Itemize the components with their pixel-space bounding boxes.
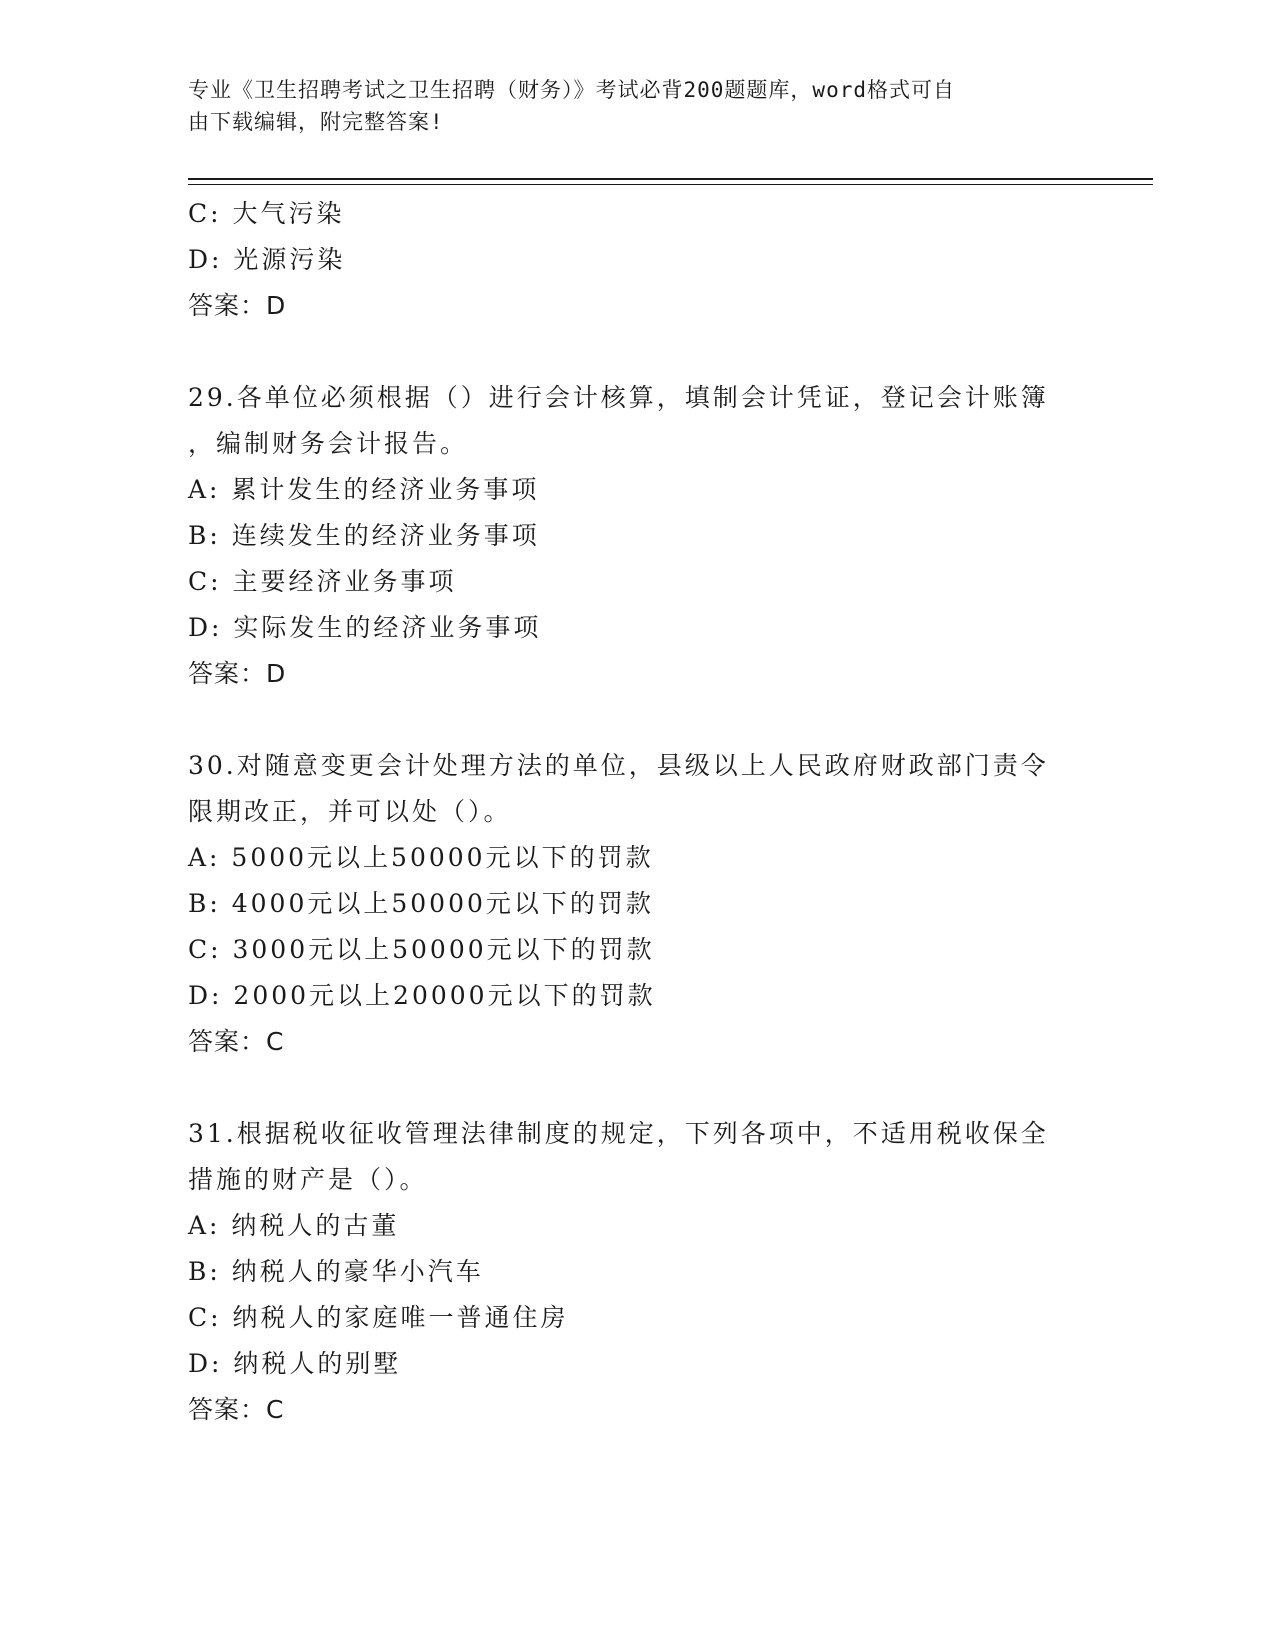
- spacer: [188, 329, 1088, 375]
- option-a: A: 累计发生的经济业务事项: [188, 475, 540, 504]
- option-a: A: 5000元以上50000元以下的罚款: [188, 843, 654, 872]
- question-stem-line-1: 30.对随意变更会计处理方法的单位，县级以上人民政府财政部门责令: [188, 751, 1049, 780]
- question-block-28: [188, 191, 1088, 329]
- option-d: D: 纳税人的别墅: [188, 1349, 402, 1378]
- question-content: [188, 191, 1088, 1433]
- option-c: C: 3000元以上50000元以下的罚款: [188, 935, 655, 964]
- question-stem-line-2: ，编制财务会计报告。: [188, 429, 469, 458]
- option-c: C: 纳税人的家庭唯一普通住房: [188, 1303, 569, 1332]
- question-stem-line-1: 29.各单位必须根据（）进行会计核算，填制会计凭证，登记会计账簿: [188, 383, 1049, 412]
- header-rule-thin: [188, 184, 1153, 185]
- page-header: [188, 74, 1068, 138]
- option-b: B: 纳税人的豪华小汽车: [188, 1257, 484, 1286]
- spacer: [188, 697, 1088, 743]
- answer-line: 答案：D: [188, 291, 287, 320]
- header-line-2: 由下载编辑，附完整答案!: [188, 110, 444, 134]
- option-c: C: 主要经济业务事项: [188, 567, 457, 596]
- option-b: B: 4000元以上50000元以下的罚款: [188, 889, 654, 918]
- answer-line: 答案：C: [188, 1395, 285, 1424]
- question-block-31: [188, 1111, 1088, 1433]
- option-b: B: 连续发生的经济业务事项: [188, 521, 540, 550]
- question-block-29: [188, 375, 1088, 697]
- option-d: D: 实际发生的经济业务事项: [188, 613, 542, 642]
- question-stem-line-1: 31.根据税收征收管理法律制度的规定，下列各项中，不适用税收保全: [188, 1119, 1049, 1148]
- option-c: C: 大气污染: [188, 199, 345, 228]
- answer-line: 答案：C: [188, 1027, 285, 1056]
- spacer: [188, 1065, 1088, 1111]
- header-rule-thick: [188, 178, 1153, 180]
- header-line-1: 专业《卫生招聘考试之卫生招聘（财务）》考试必背200题题库，word格式可自: [188, 78, 955, 102]
- answer-line: 答案：D: [188, 659, 287, 688]
- option-d: D: 光源污染: [188, 245, 346, 274]
- question-stem-line-2: 限期改正，并可以处（）。: [188, 797, 512, 826]
- option-a: A: 纳税人的古董: [188, 1211, 400, 1240]
- option-d: D: 2000元以上20000元以下的罚款: [188, 981, 656, 1010]
- question-block-30: [188, 743, 1088, 1065]
- question-stem-line-2: 措施的财产是（）。: [188, 1165, 428, 1194]
